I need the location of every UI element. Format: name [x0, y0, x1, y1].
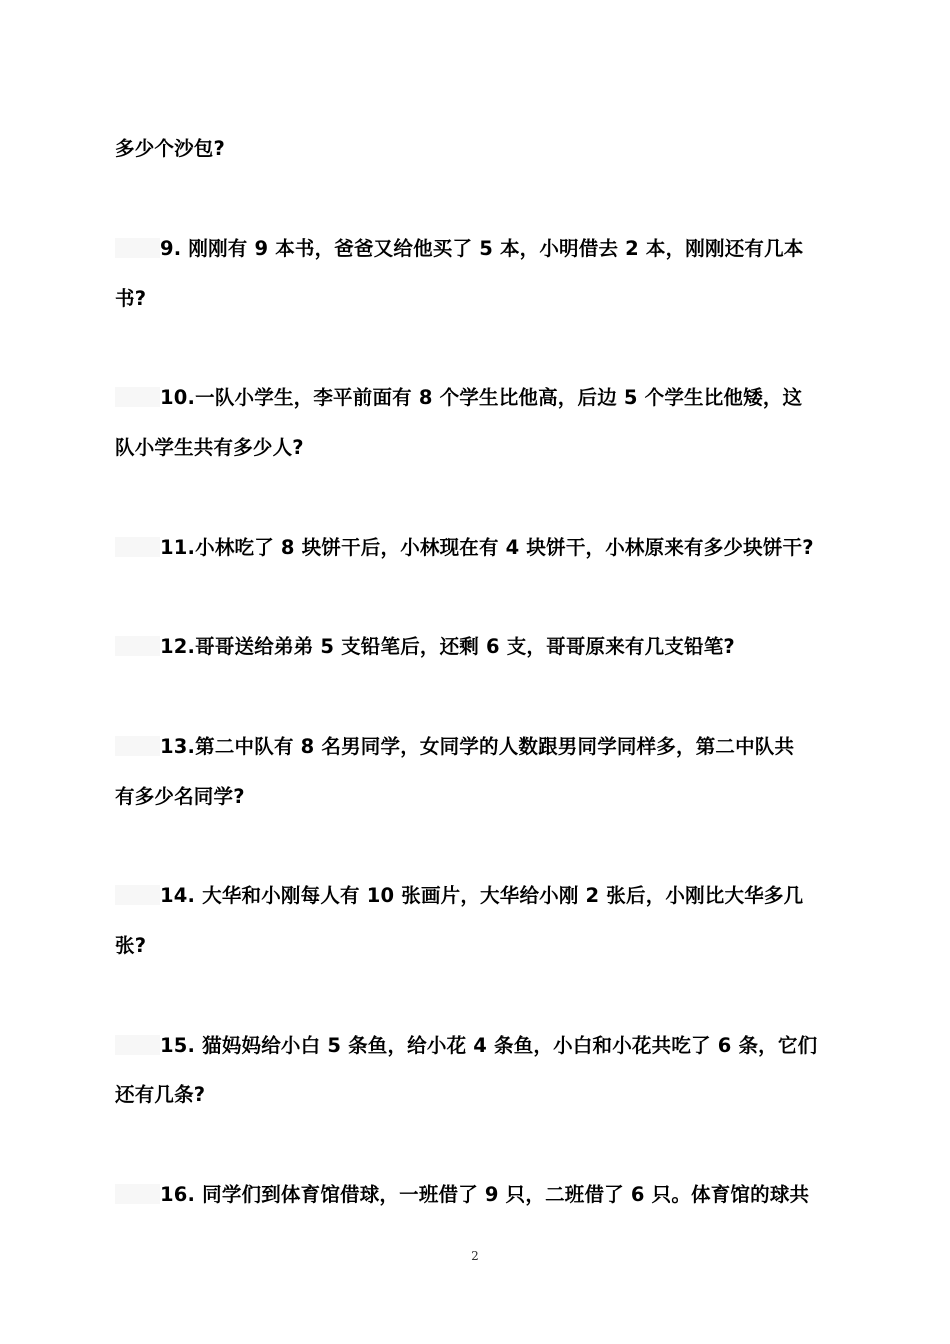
indent-marker	[115, 885, 160, 905]
indent-marker	[115, 736, 160, 756]
question-9-line-1: 9. 刚刚有 9 本书，爸爸又给他买了 5 本，小明借去 2 本，刚刚还有几本	[115, 237, 875, 261]
indent-marker	[115, 238, 160, 258]
question-14-line-2: 张?	[115, 934, 147, 957]
question-10-line-2: 队小学生共有多少人?	[115, 436, 304, 459]
question-13-line-2: 有多少名同学?	[115, 785, 245, 808]
question-12-line-1: 12.哥哥送给弟弟 5 支铅笔后，还剩 6 支，哥哥原来有几支铅笔?	[115, 635, 875, 659]
indent-marker	[115, 1184, 160, 1204]
indent-marker	[115, 636, 160, 656]
question-15-line-1: 15. 猫妈妈给小白 5 条鱼，给小花 4 条鱼，小白和小花共吃了 6 条，它们	[115, 1034, 875, 1058]
question-11-line-1: 11.小林吃了 8 块饼干后，小林现在有 4 块饼干，小林原来有多少块饼干?	[115, 536, 875, 560]
question-16-line-1: 16. 同学们到体育馆借球，一班借了 9 只，二班借了 6 只。体育馆的球共	[115, 1183, 875, 1207]
indent-marker	[115, 387, 160, 407]
question-9-line-2: 书?	[115, 287, 147, 310]
page-number: 2	[471, 1249, 479, 1263]
question-14-line-1: 14. 大华和小刚每人有 10 张画片，大华给小刚 2 张后，小刚比大华多几	[115, 884, 875, 908]
text-line: 多少个沙包?	[115, 137, 226, 160]
question-10-line-1: 10.一队小学生，李平前面有 8 个学生比他高，后边 5 个学生比他矮，这	[115, 386, 875, 410]
indent-marker	[115, 537, 160, 557]
indent-marker	[115, 1035, 160, 1055]
question-13-line-1: 13.第二中队有 8 名男同学，女同学的人数跟男同学同样多，第二中队共	[115, 735, 875, 759]
question-15-line-2: 还有几条?	[115, 1083, 206, 1106]
